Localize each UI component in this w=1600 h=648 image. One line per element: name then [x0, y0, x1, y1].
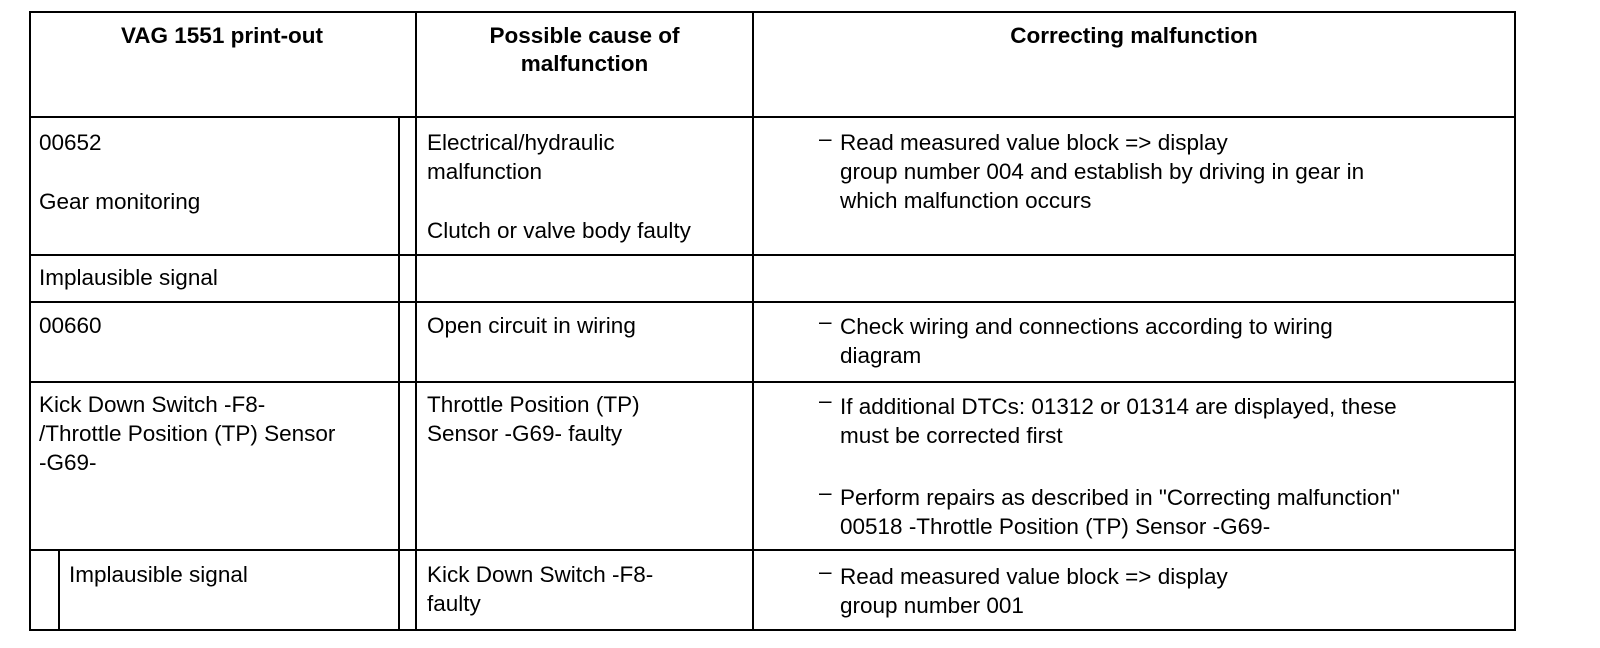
bullet-icon: –	[819, 480, 832, 505]
printout-code: 00652	[39, 130, 102, 155]
fix-text: must be corrected first	[840, 423, 1063, 448]
bullet-icon: –	[819, 126, 832, 151]
cause-text: malfunction	[427, 159, 543, 184]
table-border-left	[29, 11, 31, 631]
cause-text: Kick Down Switch -F8-	[427, 562, 654, 587]
header-cause-line: Possible cause of	[489, 23, 680, 48]
row-divider	[29, 549, 1516, 551]
cause-text: Sensor -G69- faulty	[427, 421, 623, 446]
fix-text: Read measured value block => display	[840, 130, 1228, 155]
printout-text: Kick Down Switch -F8-	[39, 392, 266, 417]
header-divider	[29, 116, 1516, 118]
row-divider	[29, 381, 1516, 383]
header-printout: VAG 1551 print-out	[120, 23, 324, 48]
fix-text: Read measured value block => display	[840, 564, 1228, 589]
fix-text: If additional DTCs: 01312 or 01314 are displayed, these	[840, 394, 1397, 419]
table-border-right	[1514, 11, 1516, 631]
bullet-icon: –	[819, 309, 832, 334]
fix-text: group number 004 and establish by driving in gear in	[840, 159, 1365, 184]
cause-text: faulty	[427, 591, 481, 616]
col-divider-inner	[398, 116, 400, 631]
printout-text: Implausible signal	[69, 562, 248, 587]
printout-text: Implausible signal	[39, 265, 218, 290]
bullet-icon: –	[819, 559, 832, 584]
bullet-icon: –	[819, 388, 832, 413]
printout-text: Gear monitoring	[39, 189, 201, 214]
printout-text: /Throttle Position (TP) Sensor	[39, 421, 336, 446]
row-divider	[29, 254, 1516, 256]
cause-text: Open circuit in wiring	[427, 313, 636, 338]
header-cause	[417, 22, 752, 78]
fix-text: which malfunction occurs	[840, 188, 1092, 213]
printout-code: 00660	[39, 313, 102, 338]
header-correcting: Correcting malfunction	[1010, 23, 1258, 48]
fix-text: Perform repairs as described in "Correcting malfunction"	[840, 485, 1400, 510]
fix-text: diagram	[840, 343, 922, 368]
row-divider	[29, 301, 1516, 303]
indent-divider	[58, 549, 60, 631]
cause-text: Electrical/hydraulic	[427, 130, 615, 155]
table-border-top	[29, 11, 1516, 13]
col-divider	[415, 11, 417, 631]
cause-text: Throttle Position (TP)	[427, 392, 640, 417]
col-divider	[752, 11, 754, 631]
cause-text: Clutch or valve body faulty	[427, 218, 691, 243]
fix-text: Check wiring and connections according to wiring	[840, 314, 1333, 339]
fix-text: 00518 -Throttle Position (TP) Sensor -G69-	[840, 514, 1271, 539]
printout-text: -G69-	[39, 450, 97, 475]
fix-text: group number 001	[840, 593, 1024, 618]
header-cause-line: malfunction	[520, 51, 649, 76]
table-border-bottom	[29, 629, 1516, 631]
malfunction-table	[29, 11, 1516, 631]
